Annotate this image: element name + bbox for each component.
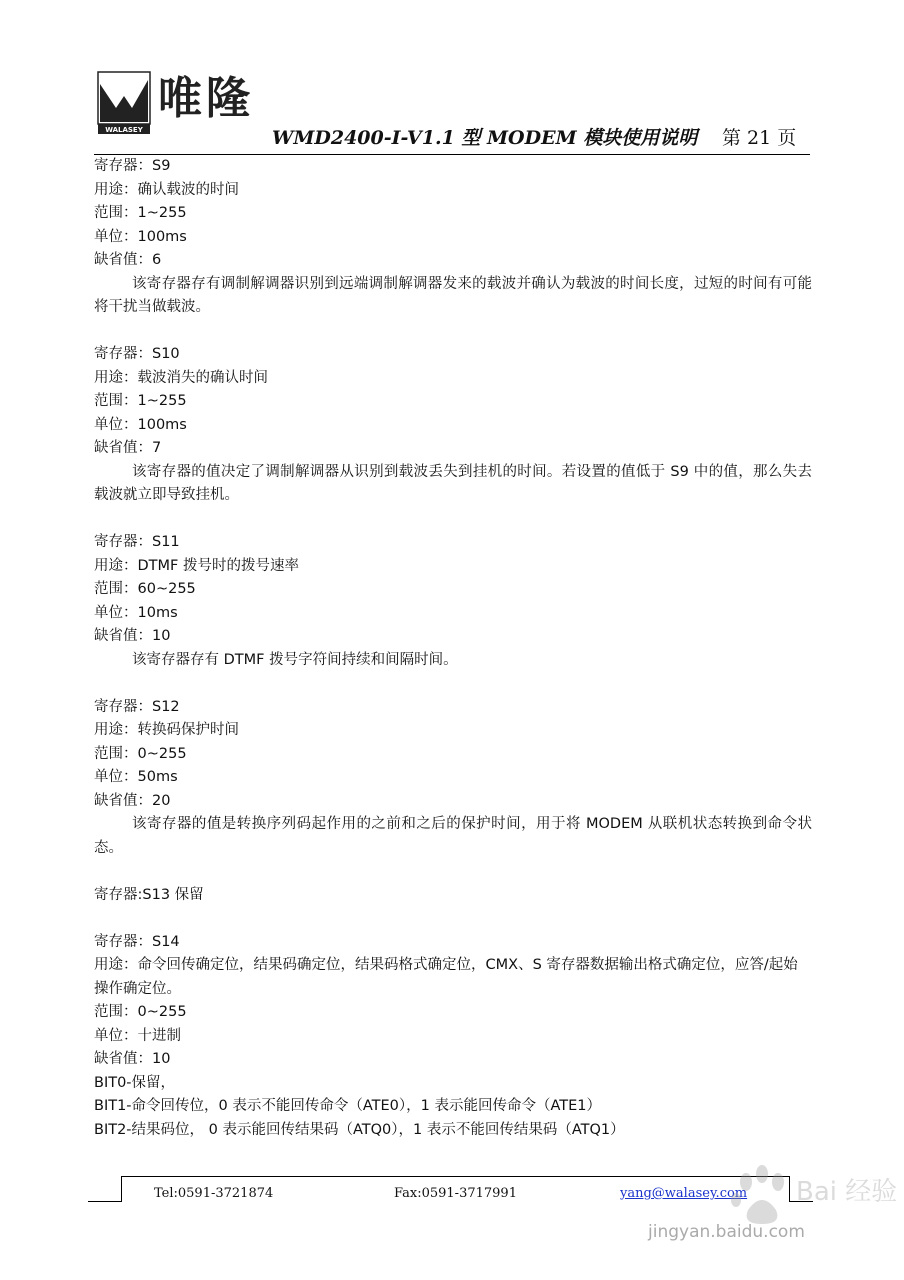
footer-email-link[interactable]: yang@walasey.com bbox=[620, 1186, 748, 1201]
blank-line bbox=[94, 907, 812, 931]
text-line: 缺省值：10 bbox=[94, 628, 171, 644]
text-line: 缺省值：10 bbox=[94, 1051, 171, 1067]
text-line: 范围：60~255 bbox=[94, 581, 196, 597]
text-line: 单位：十进制 bbox=[94, 1027, 181, 1044]
text-line: BIT0-保留， bbox=[94, 1074, 176, 1091]
text-line: 用途：确认载波的时间 bbox=[94, 181, 239, 198]
paragraph: 该寄存器存有调制解调器识别到远端调制解调器发来的载波并确认为载波的时间长度，过短的时间有可能将干扰当做载波。 bbox=[94, 275, 812, 315]
brand-name: 唯隆 bbox=[158, 73, 254, 124]
blank-line bbox=[94, 320, 812, 344]
text-line: BIT2-结果码位， 0 表示能回传结果码（ATQ0），1 表示不能回传结果码（ATQ1） bbox=[94, 1121, 625, 1138]
watermark-brand: Bai 经验 bbox=[796, 1177, 898, 1207]
register-heading: 寄存器：S11 bbox=[94, 534, 180, 550]
register-heading: 寄存器：S9 bbox=[94, 158, 171, 174]
text-line: 单位：10ms bbox=[94, 604, 178, 621]
text-line: BIT1-命令回传位，0 表示不能回传命令（ATE0），1 表示能回传命令（ATE1） bbox=[94, 1098, 602, 1114]
text-line: 单位：50ms bbox=[94, 769, 178, 785]
paragraph: 该寄存器的值决定了调制解调器从识别到载波丢失到挂机的时间。若设置的值低于 S9 中的值，那么失去载波就立即导致挂机。 bbox=[94, 463, 812, 503]
register-heading: 寄存器：S12 bbox=[94, 698, 180, 715]
text-line: 范围：1~255 bbox=[94, 205, 187, 221]
walasey-logo bbox=[98, 72, 150, 134]
text-line: 单位：100ms bbox=[94, 416, 187, 433]
text-line: 用途：载波消失的确认时间 bbox=[94, 369, 268, 386]
document-title: WMD2400-I-V1.1 型 MODEM 模块使用说明 bbox=[272, 127, 698, 149]
watermark-url: jingyan.baidu.com bbox=[648, 1222, 805, 1242]
text-line: 范围：1~255 bbox=[94, 393, 187, 409]
text-line: 单位：100ms bbox=[94, 228, 187, 245]
text-line: 用途：命令回传确定位，结果码确定位，结果码格式确定位，CMX、S 寄存器数据输出格式确定位，应答/起始操作确定位。 bbox=[94, 957, 798, 997]
page-number: 第 21 页 bbox=[722, 127, 797, 149]
paragraph: 该寄存器存有 DTMF 拨号字符间持续和间隔时间。 bbox=[132, 651, 458, 668]
register-heading: 寄存器：S10 bbox=[94, 346, 180, 362]
text-line: 用途：DTMF 拨号时的拨号速率 bbox=[94, 557, 299, 574]
paragraph: 该寄存器的值是转换序列码起作用的之前和之后的保护时间，用于将 MODEM 从联机状态转换到命令状态。 bbox=[94, 816, 812, 856]
footer-tel: Tel:0591-3721874 bbox=[154, 1186, 274, 1201]
blank-line bbox=[94, 508, 812, 532]
text-line: 缺省值：7 bbox=[94, 440, 162, 456]
footer-fax: Fax:0591-3717991 bbox=[394, 1186, 517, 1201]
text-line: 缺省值：6 bbox=[94, 252, 162, 268]
footer-left-stub bbox=[88, 1201, 122, 1202]
register-heading: 寄存器：S14 bbox=[94, 933, 180, 950]
logo-text: WALASEY bbox=[105, 126, 143, 134]
footer-left-bracket bbox=[121, 1176, 122, 1202]
text-line: 范围：0~255 bbox=[94, 745, 187, 762]
text-line: 范围：0~255 bbox=[94, 1004, 187, 1020]
register-heading: 寄存器:S13 保留 bbox=[94, 886, 204, 903]
document-body bbox=[94, 155, 812, 1142]
blank-line bbox=[94, 672, 812, 696]
blank-line bbox=[94, 860, 812, 884]
text-line: 用途：转换码保护时间 bbox=[94, 722, 239, 738]
text-line: 缺省值：20 bbox=[94, 792, 171, 809]
